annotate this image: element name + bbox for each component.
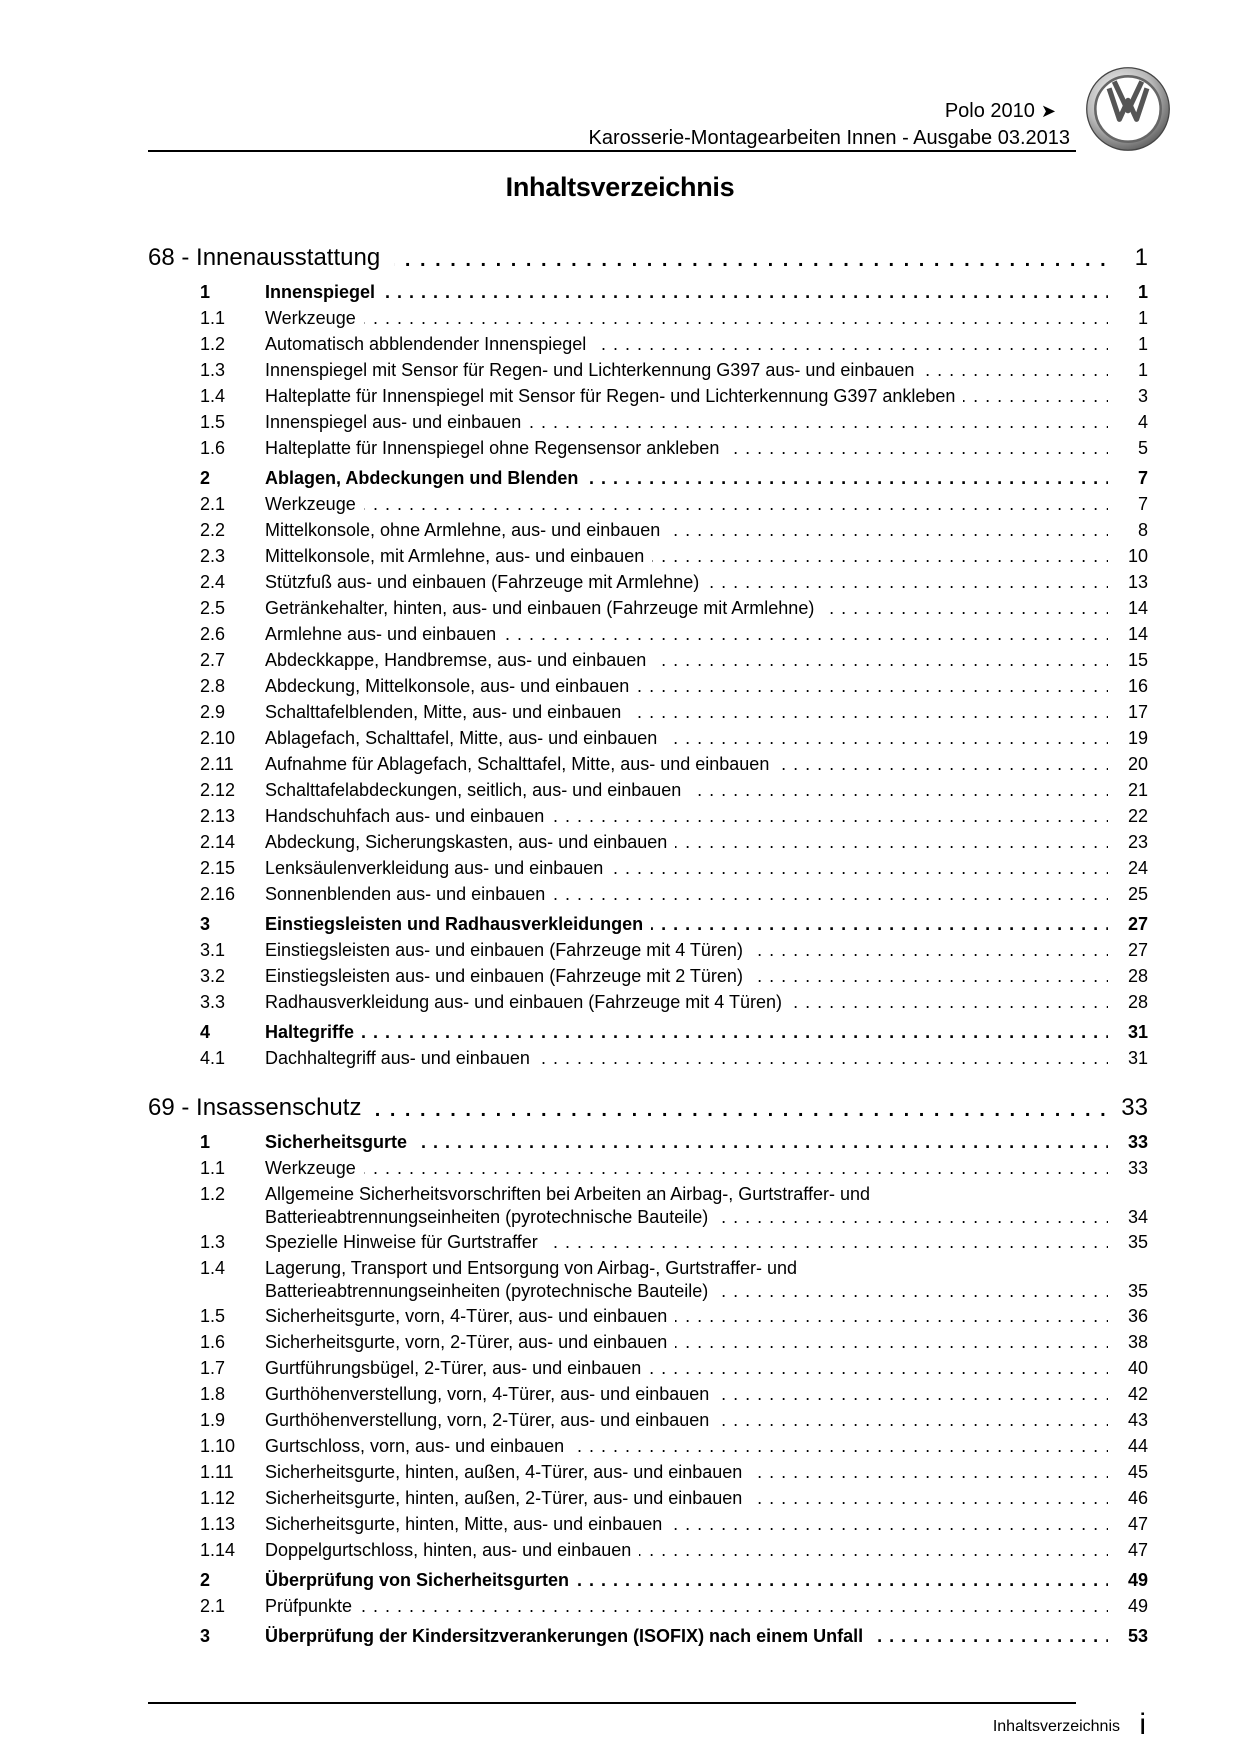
entry-title: Halteplatte für Innenspiegel mit Sensor für Regen- und Lichterkennung G397 ankleben [265, 386, 963, 406]
entry-title: Sicherheitsgurte, hinten, außen, 2-Türer, aus- und einbauen [265, 1488, 750, 1508]
entry-number: 1.14 [200, 1540, 236, 1560]
entry-title: Werkzeuge [265, 494, 364, 514]
toc-entry[interactable] [0, 1595, 1240, 1621]
entry-page: 1 [1137, 308, 1148, 328]
entry-number: 1.8 [200, 1384, 226, 1404]
toc-entry[interactable] [0, 385, 1240, 411]
toc-entry[interactable] [0, 857, 1240, 883]
entry-title: Sonnenblenden aus- und einbauen [265, 884, 553, 904]
toc-entry[interactable] [0, 1257, 1240, 1305]
entry-page: 28 [1127, 966, 1148, 986]
toc-entry[interactable] [0, 779, 1240, 805]
entry-number: 1.5 [200, 412, 226, 432]
chapter-title: 69 - Insassenschutz [148, 1094, 375, 1121]
entry-title: Überprüfung von Sicherheitsgurten [265, 1570, 577, 1590]
entry-page: 33 [1127, 1132, 1148, 1152]
entry-number: 1.11 [200, 1462, 234, 1482]
entry-number: 2.9 [200, 702, 226, 722]
section-entry[interactable] [0, 467, 1240, 493]
chapter-page: 1 [1134, 244, 1148, 271]
entry-title: Abdeckung, Mittelkonsole, aus- und einbauen [265, 676, 637, 696]
entry-page: 46 [1127, 1488, 1148, 1508]
entry-page: 27 [1127, 914, 1148, 934]
footer-rule [148, 1702, 1076, 1704]
entry-page: 45 [1127, 1462, 1148, 1482]
entry-title: Armlehne aus- und einbauen [265, 624, 504, 644]
entry-page: 7 [1137, 494, 1148, 514]
entry-page: 34 [1127, 1207, 1148, 1227]
entry-number: 2.2 [200, 520, 226, 540]
entry-number: 2.11 [200, 754, 234, 774]
toc-entry[interactable] [0, 545, 1240, 571]
entry-title: Lenksäulenverkleidung aus- und einbauen [265, 858, 611, 878]
entry-number: 2.1 [200, 494, 226, 514]
entry-number: 2.4 [200, 572, 226, 592]
entry-title: Prüfpunkte [265, 1596, 360, 1616]
entry-title: Werkzeuge [265, 1158, 364, 1178]
entry-page: 42 [1127, 1384, 1148, 1404]
entry-title: Gurtführungsbügel, 2-Türer, aus- und einbauen [265, 1358, 649, 1378]
entry-title: Innenspiegel [265, 282, 383, 302]
chapter-heading[interactable] [0, 243, 1240, 277]
entry-page: 1 [1137, 282, 1148, 302]
entry-page: 36 [1127, 1306, 1148, 1326]
entry-number: 1 [200, 1132, 211, 1152]
toc-entry[interactable] [0, 437, 1240, 463]
entry-title: Abdeckung, Sicherungskasten, aus- und einbauen [265, 832, 675, 852]
entry-number: 1.9 [200, 1410, 226, 1430]
toc-entry[interactable] [0, 675, 1240, 701]
toc-entry[interactable] [0, 493, 1240, 519]
entry-page: 31 [1127, 1048, 1148, 1068]
toc-entry[interactable] [0, 965, 1240, 991]
header-subtitle: Karosserie-Montagearbeiten Innen - Ausgabe 03.2013 [588, 127, 1070, 149]
entry-title: Radhausverkleidung aus- und einbauen (Fahrzeuge mit 4 Türen) [265, 992, 790, 1012]
entry-number: 1.7 [200, 1358, 226, 1378]
entry-title: Gurthöhenverstellung, vorn, 2-Türer, aus- und einbauen [265, 1410, 717, 1430]
section-entry[interactable] [0, 913, 1240, 939]
entry-number: 1.3 [200, 360, 226, 380]
toc-entry[interactable] [0, 1513, 1240, 1539]
entry-page: 21 [1127, 780, 1148, 800]
entry-number: 1.3 [200, 1232, 226, 1252]
entry-number: 3 [200, 914, 211, 934]
entry-title: Gurthöhenverstellung, vorn, 4-Türer, aus- und einbauen [265, 1384, 717, 1404]
toc-entry[interactable] [0, 333, 1240, 359]
entry-number: 1.6 [200, 438, 226, 458]
entry-page: 25 [1127, 884, 1148, 904]
section-entry[interactable] [0, 1569, 1240, 1595]
toc-entry[interactable] [0, 1461, 1240, 1487]
entry-title: Sicherheitsgurte, hinten, außen, 4-Türer, aus- und einbauen [265, 1462, 750, 1482]
toc-entry[interactable] [0, 1157, 1240, 1183]
entry-number: 1.4 [200, 1258, 226, 1278]
toc-entry[interactable] [0, 307, 1240, 333]
entry-page: 27 [1127, 940, 1148, 960]
toc-entry[interactable] [0, 623, 1240, 649]
toc-entry[interactable] [0, 883, 1240, 909]
entry-number: 4.1 [200, 1048, 226, 1068]
entry-page: 3 [1137, 386, 1148, 406]
entry-number: 3.2 [200, 966, 226, 986]
toc-entry[interactable] [0, 411, 1240, 437]
footer-label: Inhaltsverzeichnis [992, 1718, 1120, 1735]
entry-number: 2.6 [200, 624, 226, 644]
entry-title: Batterieabtrennungseinheiten (pyrotechnische Bauteile) [265, 1281, 716, 1301]
entry-page: 53 [1127, 1626, 1148, 1646]
entry-page: 40 [1127, 1358, 1148, 1378]
toc-entry[interactable] [0, 727, 1240, 753]
toc-entry[interactable] [0, 1539, 1240, 1565]
page-title: Inhaltsverzeichnis [505, 172, 735, 202]
entry-title: Batterieabtrennungseinheiten (pyrotechnische Bauteile) [265, 1207, 716, 1227]
entry-number: 1.2 [200, 334, 226, 354]
entry-number: 2.13 [200, 806, 236, 826]
entry-title: Einstiegsleisten und Radhausverkleidungen [265, 914, 651, 934]
section-entry[interactable] [0, 281, 1240, 307]
toc-entry[interactable] [0, 831, 1240, 857]
entry-page: 47 [1127, 1514, 1148, 1534]
entry-title: Ablagefach, Schalttafel, Mitte, aus- und einbauen [265, 728, 665, 748]
entry-page: 31 [1127, 1022, 1148, 1042]
entry-number: 1.10 [200, 1436, 236, 1456]
entry-title: Halteplatte für Innenspiegel ohne Regensensor ankleben [265, 438, 727, 458]
entry-page: 13 [1127, 572, 1148, 592]
entry-page: 15 [1127, 650, 1148, 670]
entry-title: Doppelgurtschloss, hinten, aus- und einbauen [265, 1540, 639, 1560]
entry-page: 49 [1127, 1570, 1148, 1590]
entry-title: Sicherheitsgurte, vorn, 2-Türer, aus- und einbauen [265, 1332, 675, 1352]
entry-title: Spezielle Hinweise für Gurtstraffer [265, 1232, 546, 1252]
entry-page: 1 [1137, 360, 1148, 380]
toc-entry[interactable] [0, 939, 1240, 965]
entry-number: 2.5 [200, 598, 226, 618]
toc-entry[interactable] [0, 519, 1240, 545]
entry-page: 23 [1127, 832, 1148, 852]
entry-title: Stützfuß aus- und einbauen (Fahrzeuge mit Armlehne) [265, 572, 707, 592]
entry-number: 2.10 [200, 728, 236, 748]
entry-number: 2 [200, 1570, 211, 1590]
entry-title: Aufnahme für Ablagefach, Schalttafel, Mitte, aus- und einbauen [265, 754, 777, 774]
entry-title: Mittelkonsole, ohne Armlehne, aus- und einbauen [265, 520, 668, 540]
entry-title: Ablagen, Abdeckungen und Blenden [265, 468, 586, 488]
page-header [0, 0, 1240, 160]
entry-number: 3.3 [200, 992, 226, 1012]
toc-entry[interactable] [0, 1357, 1240, 1383]
chapter-page: 33 [1121, 1094, 1148, 1121]
entry-number: 1.6 [200, 1332, 226, 1352]
entry-title: Sicherheitsgurte, vorn, 4-Türer, aus- und einbauen [265, 1306, 675, 1326]
entry-page: 38 [1127, 1332, 1148, 1352]
entry-number: 2.1 [200, 1596, 226, 1616]
entry-page: 7 [1137, 468, 1148, 488]
toc-entry[interactable] [0, 1231, 1240, 1257]
header-model-text: Polo 2010 [944, 100, 1035, 122]
entry-number: 3 [200, 1626, 211, 1646]
entry-title: Sicherheitsgurte [265, 1132, 415, 1152]
entry-page: 35 [1127, 1281, 1148, 1301]
entry-title: Sicherheitsgurte, hinten, Mitte, aus- und einbauen [265, 1514, 670, 1534]
chapter-title: 68 - Innenausstattung [148, 244, 394, 271]
entry-number: 1.13 [200, 1514, 236, 1534]
entry-page: 8 [1137, 520, 1148, 540]
entry-number: 2.7 [200, 650, 226, 670]
toc-entry[interactable] [0, 1331, 1240, 1357]
entry-title: Innenspiegel mit Sensor für Regen- und Lichterkennung G397 aus- und einbauen [265, 360, 922, 380]
toc-entry[interactable] [0, 991, 1240, 1017]
header-model [945, 100, 1056, 123]
entry-title: Innenspiegel aus- und einbauen [265, 412, 529, 432]
toc-entry[interactable] [0, 1305, 1240, 1331]
entry-number: 2.16 [200, 884, 236, 904]
toc-entry[interactable] [0, 1183, 1240, 1231]
entry-number: 1.12 [200, 1488, 236, 1508]
entry-title: Mittelkonsole, mit Armlehne, aus- und einbauen [265, 546, 652, 566]
entry-page: 1 [1137, 334, 1148, 354]
entry-title: Automatisch abblendender Innenspiegel [265, 334, 594, 354]
entry-page: 24 [1127, 858, 1148, 878]
entry-title: Überprüfung der Kindersitzverankerungen (ISOFIX) nach einem Unfall [265, 1626, 871, 1646]
entry-page: 33 [1127, 1158, 1148, 1178]
entry-number: 4 [200, 1022, 211, 1042]
entry-title: Einstiegsleisten aus- und einbauen (Fahrzeuge mit 4 Türen) [265, 940, 751, 960]
entry-page: 44 [1127, 1436, 1148, 1456]
entry-page: 17 [1127, 702, 1148, 722]
entry-page: 20 [1127, 754, 1148, 774]
volkswagen-logo-icon [1085, 66, 1171, 152]
footer-page-marker: i [1139, 1708, 1146, 1741]
entry-page: 28 [1127, 992, 1148, 1012]
entry-number: 2.3 [200, 546, 226, 566]
chapter-heading[interactable] [0, 1093, 1240, 1127]
entry-title: Gurtschloss, vorn, aus- und einbauen [265, 1436, 572, 1456]
entry-title: Abdeckkappe, Handbremse, aus- und einbauen [265, 650, 654, 670]
entry-title: Handschuhfach aus- und einbauen [265, 806, 552, 826]
toc-entry[interactable] [0, 753, 1240, 779]
entry-number: 2.8 [200, 676, 226, 696]
entry-number: 1.5 [200, 1306, 226, 1326]
entry-page: 16 [1127, 676, 1148, 696]
entry-number: 1.2 [200, 1184, 226, 1204]
entry-number: 1.1 [200, 308, 226, 328]
entry-page: 19 [1127, 728, 1148, 748]
toc-entry[interactable] [0, 1383, 1240, 1409]
entry-page: 49 [1127, 1596, 1148, 1616]
entry-number: 1.4 [200, 386, 226, 406]
toc-entry[interactable] [0, 805, 1240, 831]
entry-title: Haltegriffe [265, 1022, 362, 1042]
header-rule [148, 150, 1076, 152]
entry-page: 14 [1127, 598, 1148, 618]
entry-title: Schalttafelabdeckungen, seitlich, aus- und einbauen [265, 780, 689, 800]
entry-title: Werkzeuge [265, 308, 364, 328]
toc-entry[interactable] [0, 1435, 1240, 1461]
entry-number: 2.12 [200, 780, 236, 800]
toc-entry[interactable] [0, 571, 1240, 597]
entry-number: 2.14 [200, 832, 236, 852]
entry-page: 47 [1127, 1540, 1148, 1560]
entry-number: 3.1 [200, 940, 226, 960]
next-arrow-icon: ➤ [1040, 101, 1056, 121]
entry-title-line1: Allgemeine Sicherheitsvorschriften bei Arbeiten an Airbag-, Gurtstraffer- und [265, 1184, 870, 1204]
entry-page: 14 [1127, 624, 1148, 644]
section-entry[interactable] [0, 1131, 1240, 1157]
entry-page: 5 [1137, 438, 1148, 458]
section-entry[interactable] [0, 1021, 1240, 1047]
entry-page: 10 [1127, 546, 1148, 566]
toc-entry[interactable] [0, 359, 1240, 385]
entry-number: 1 [200, 282, 211, 302]
section-entry[interactable] [0, 1625, 1240, 1651]
entry-number: 2 [200, 468, 211, 488]
toc-entry[interactable] [0, 649, 1240, 675]
toc-entry[interactable] [0, 597, 1240, 623]
entry-title: Schalttafelblenden, Mitte, aus- und einbauen [265, 702, 629, 722]
entry-title: Dachhaltegriff aus- und einbauen [265, 1048, 538, 1068]
entry-page: 4 [1137, 412, 1148, 432]
entry-page: 43 [1127, 1410, 1148, 1430]
toc-entry[interactable] [0, 1487, 1240, 1513]
toc-entry[interactable] [0, 1409, 1240, 1435]
entry-title: Getränkehalter, hinten, aus- und einbauen (Fahrzeuge mit Armlehne) [265, 598, 822, 618]
entry-page: 35 [1127, 1232, 1148, 1252]
entry-number: 1.1 [200, 1158, 226, 1178]
toc-entry[interactable] [0, 1047, 1240, 1073]
entry-number: 2.15 [200, 858, 236, 878]
toc-entry[interactable] [0, 701, 1240, 727]
entry-title-line1: Lagerung, Transport und Entsorgung von Airbag-, Gurtstraffer- und [265, 1258, 797, 1278]
entry-title: Einstiegsleisten aus- und einbauen (Fahrzeuge mit 2 Türen) [265, 966, 751, 986]
entry-page: 22 [1127, 806, 1148, 826]
